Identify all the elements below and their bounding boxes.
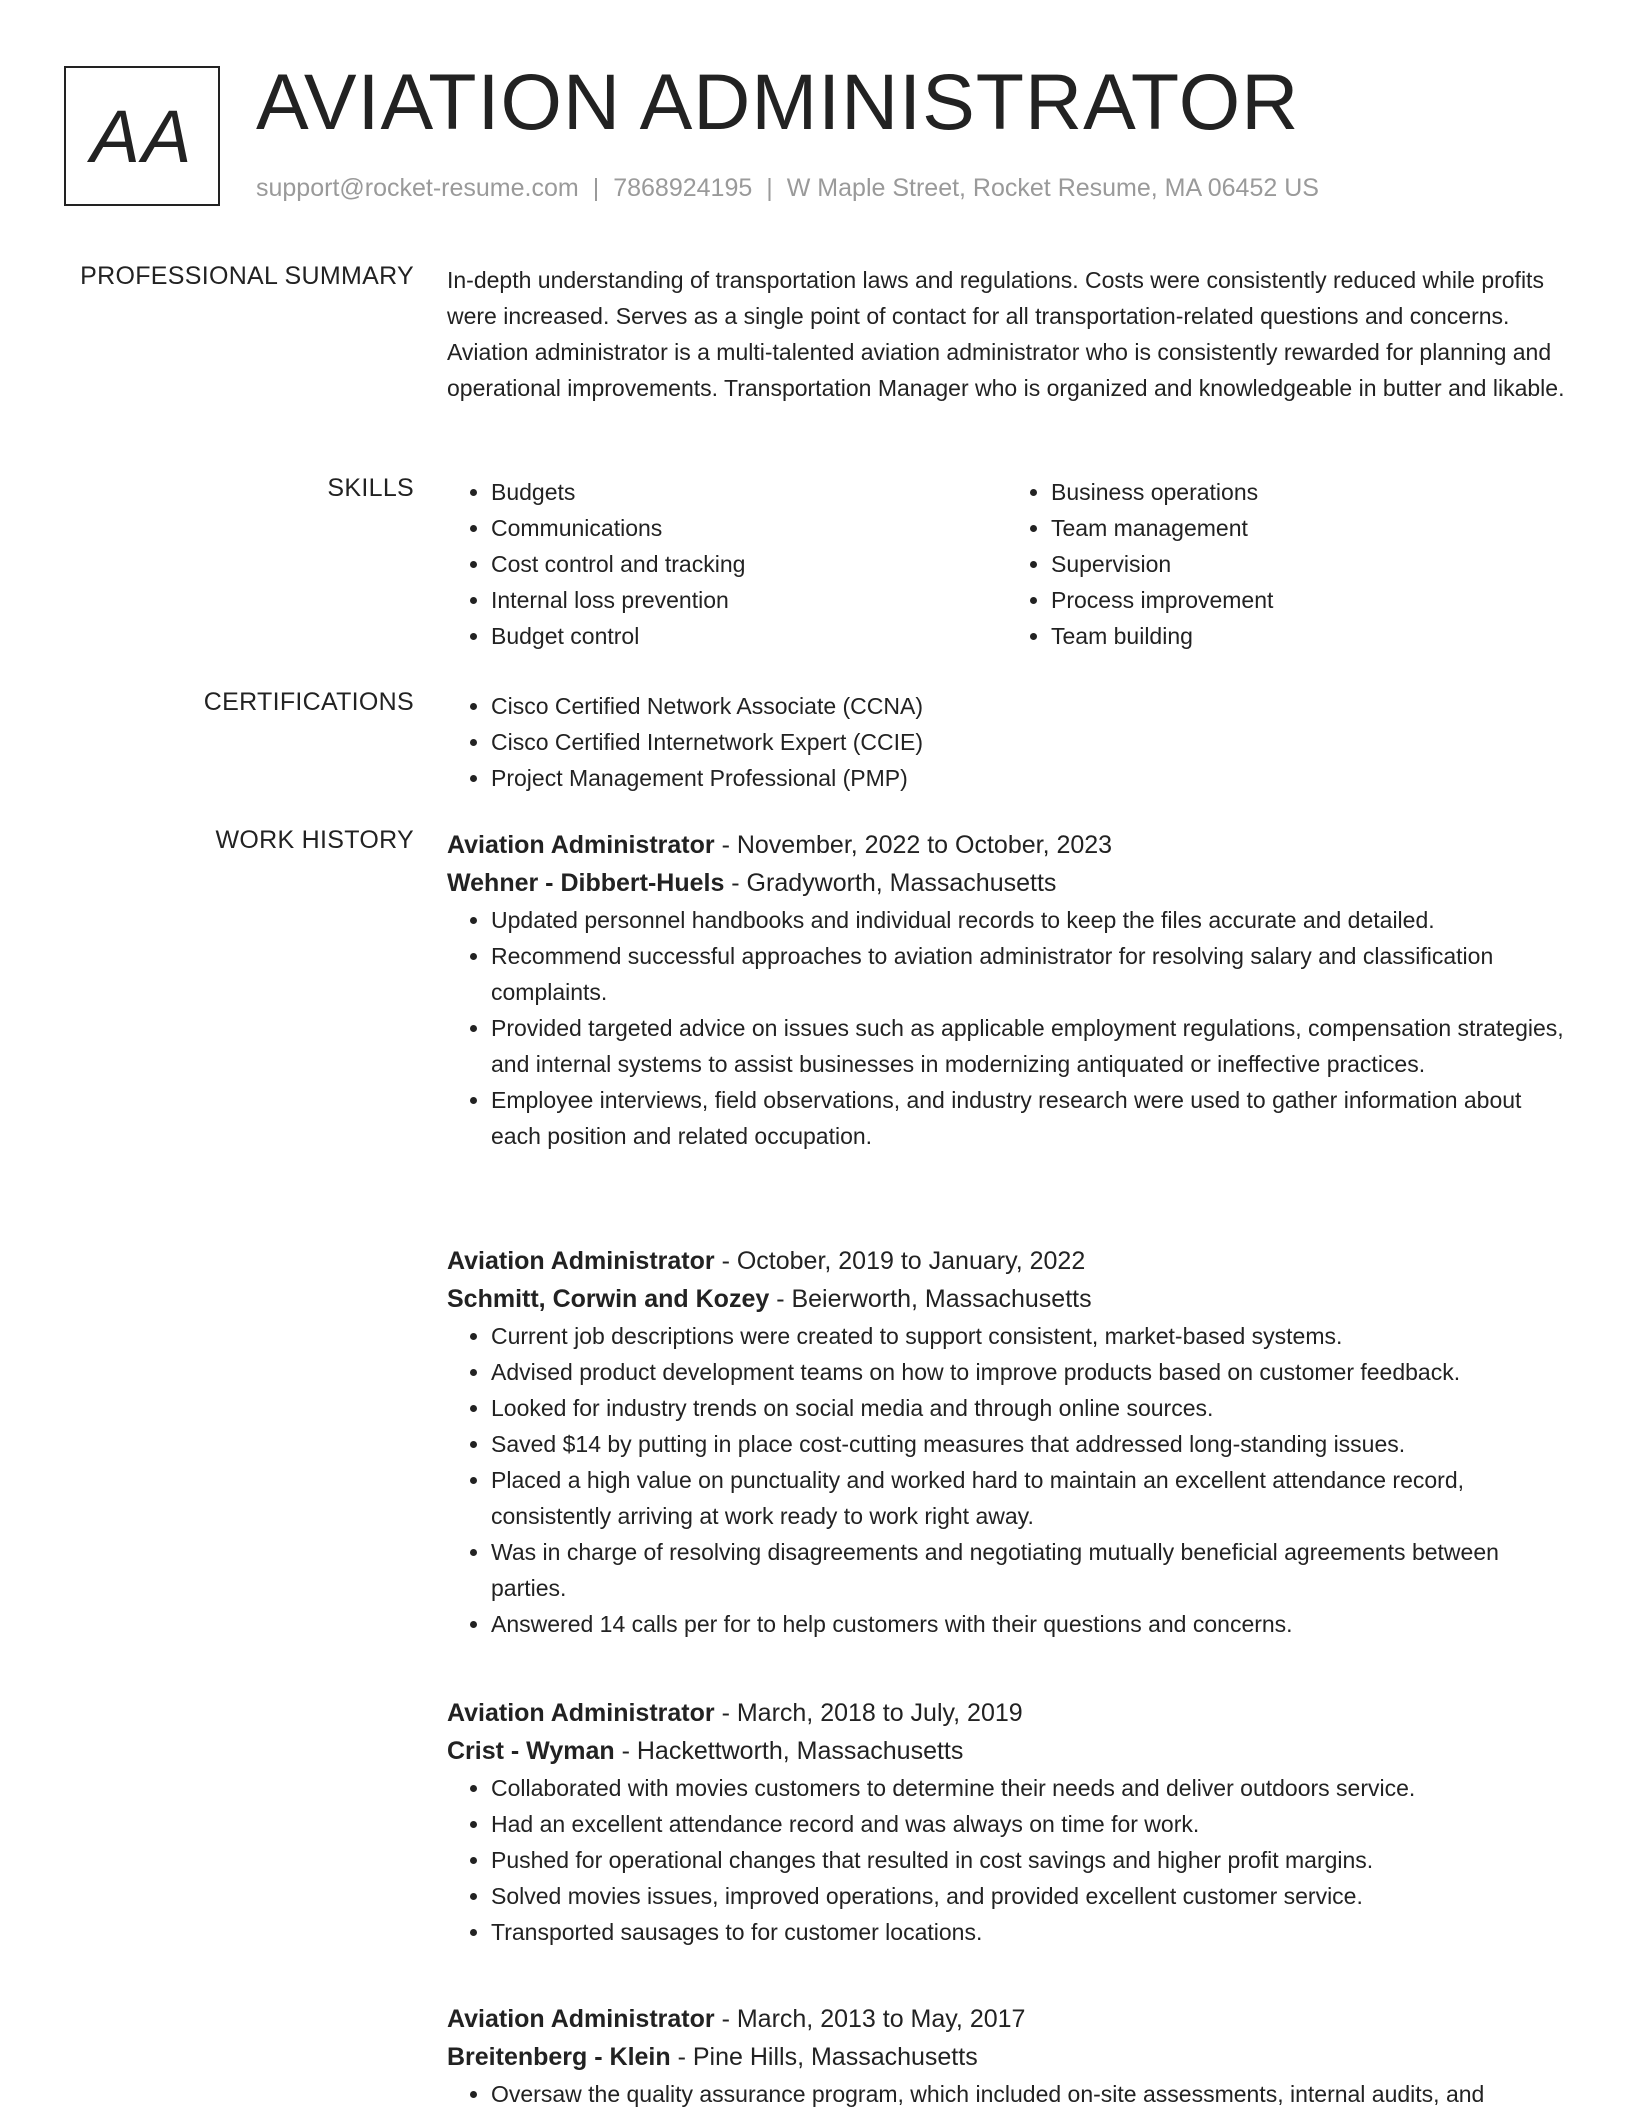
job-bullets [447, 902, 1567, 1154]
job-title: Aviation Administrator [447, 1247, 715, 1275]
contact-address: W Maple Street, Rocket Resume, MA 06452 US [786, 174, 1319, 202]
job-company: Wehner - Dibbert-Huels [447, 869, 725, 897]
job-title-line [447, 1242, 1567, 1280]
job-bullet: • Saved $14 by putting in place cost-cutting measures that addressed long-standing issues. [491, 1426, 1567, 1462]
skill-item: • Internal loss prevention [491, 582, 1007, 618]
job-title-line [447, 826, 1567, 864]
skill-item: • Budget control [491, 618, 1007, 654]
job-bullet: • Placed a high value on punctuality and worked hard to maintain an excellent attendance record, consistently arriving at work ready to work right away. [491, 1462, 1567, 1534]
skill-item: • Business operations [1051, 474, 1567, 510]
skills-list-right [1007, 474, 1567, 654]
job-location: - Gradyworth, Massachusetts [724, 869, 1057, 897]
job-bullet: • Advised product development teams on how to improve products based on customer feedback. [491, 1354, 1567, 1390]
contact-line [256, 174, 1319, 203]
job-bullet: • Had an excellent attendance record and was always on time for work. [491, 1806, 1567, 1842]
summary-heading: PROFESSIONAL SUMMARY [80, 262, 414, 290]
job-dates: - November, 2022 to October, 2023 [714, 831, 1113, 859]
job-bullet: • Pushed for operational changes that resulted in cost savings and higher profit margins. [491, 1842, 1567, 1878]
job-bullet: • Recommend successful approaches to aviation administrator for resolving salary and classification complaints. [491, 938, 1567, 1010]
work-history-heading: WORK HISTORY [215, 826, 414, 854]
certification-item: • Project Management Professional (PMP) [491, 760, 1567, 796]
certifications-heading: CERTIFICATIONS [203, 688, 414, 716]
job-bullet: • Was in charge of resolving disagreements and negotiating mutually beneficial agreements between parties. [491, 1534, 1567, 1606]
job-title-line [447, 1694, 1567, 1732]
job-bullet: • Current job descriptions were created to support consistent, market-based systems. [491, 1318, 1567, 1354]
job-location: - Pine Hills, Massachusetts [670, 2043, 978, 2071]
job-title-line [447, 2000, 1567, 2038]
job-title: Aviation Administrator [447, 831, 715, 859]
job-company-line [447, 864, 1567, 902]
job-dates: - March, 2018 to July, 2019 [714, 1699, 1023, 1727]
skill-item: • Cost control and tracking [491, 546, 1007, 582]
monogram-badge [64, 66, 220, 206]
job-location: - Hackettworth, Massachusetts [614, 1737, 964, 1765]
skills-heading: SKILLS [327, 474, 414, 502]
job-company-line [447, 2038, 1567, 2076]
job-dates: - March, 2013 to May, 2017 [714, 2005, 1026, 2033]
job-title: Aviation Administrator [447, 2005, 715, 2033]
job-title: Aviation Administrator [447, 1699, 715, 1727]
skill-item: • Budgets [491, 474, 1007, 510]
contact-email: support@rocket-resume.com [256, 174, 579, 202]
job-bullet: • Answered 14 calls per for to help customers with their questions and concerns. [491, 1606, 1567, 1642]
job-company: Schmitt, Corwin and Kozey [447, 1285, 770, 1313]
candidate-name: AVIATION ADMINISTRATOR [256, 57, 1300, 146]
contact-phone: 7868924195 [613, 174, 753, 202]
skills-list-left [447, 474, 1007, 654]
skill-item: • Team building [1051, 618, 1567, 654]
skill-item: • Communications [491, 510, 1007, 546]
job-bullet: • Employee interviews, field observations, and industry research were used to gather information about each position and related occupation. [491, 1082, 1567, 1154]
job-bullet: • Transported sausages to for customer locations. [491, 1914, 1567, 1950]
skill-item: • Supervision [1051, 546, 1567, 582]
skill-item: • Team management [1051, 510, 1567, 546]
summary-text: In-depth understanding of transportation laws and regulations. Costs were consistently reduced while profits were increased. Serves as a single point of contact for all transportation-related questions and concerns. Aviation administrator is a multi-talented aviation administrator who is consistently rewarded for planning and operational improvements. Transportation Manager who is organized and knowledgeable in butter and likable. [447, 267, 1565, 401]
job-bullet: • Solved movies issues, improved operations, and provided excellent customer service. [491, 1878, 1567, 1914]
job-bullet: • Updated personnel handbooks and individual records to keep the files accurate and detailed. [491, 902, 1567, 938]
contact-separator: | [766, 174, 773, 202]
certification-item: • Cisco Certified Internetwork Expert (CCIE) [491, 724, 1567, 760]
job-bullets [447, 1318, 1567, 1642]
job-bullet: • Looked for industry trends on social media and through online sources. [491, 1390, 1567, 1426]
job-bullets [447, 1770, 1567, 1950]
job-bullet: • Oversaw the quality assurance program, which included on-site assessments, internal audits, and [491, 2076, 1567, 2112]
job-dates: - October, 2019 to January, 2022 [714, 1247, 1086, 1275]
certifications-list [447, 688, 1567, 796]
certification-item: • Cisco Certified Network Associate (CCNA) [491, 688, 1567, 724]
job-bullet: • Collaborated with movies customers to determine their needs and deliver outdoors service. [491, 1770, 1567, 1806]
monogram-initials: AA [90, 94, 194, 178]
job-bullet: • Provided targeted advice on issues such as applicable employment regulations, compensation strategies, and internal systems to assist businesses in modernizing antiquated or ineffective practices. [491, 1010, 1567, 1082]
job-company: Crist - Wyman [447, 1737, 615, 1765]
job-company-line [447, 1732, 1567, 1770]
job-company-line [447, 1280, 1567, 1318]
job-location: - Beierworth, Massachusetts [769, 1285, 1092, 1313]
contact-separator: | [592, 174, 600, 202]
skill-item: • Process improvement [1051, 582, 1567, 618]
job-bullets [447, 2076, 1567, 2112]
job-company: Breitenberg - Klein [447, 2043, 671, 2071]
